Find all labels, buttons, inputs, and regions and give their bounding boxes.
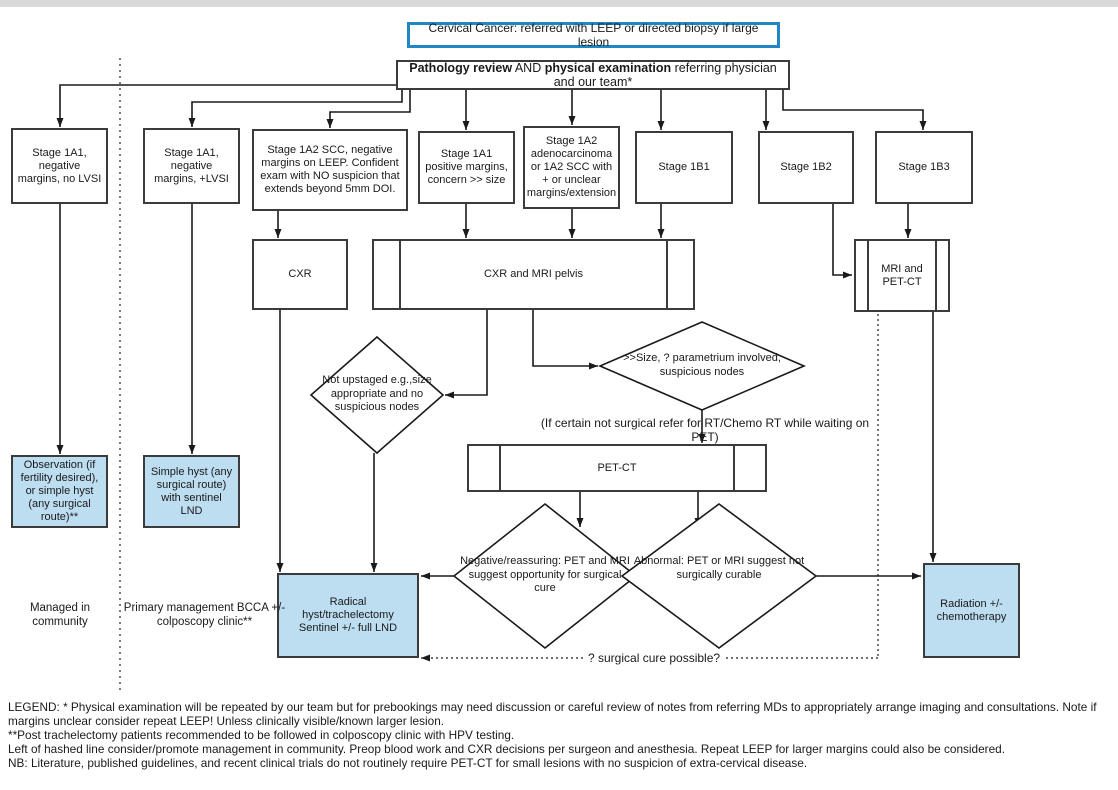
node-stage-1b3: Stage 1B3: [875, 131, 973, 204]
legend-line-4: NB: Literature, published guidelines, and recent clinical trials do not routinely require PET-CT for small lesions with no suspicion of extra-cervical disease.: [8, 756, 808, 770]
node-radiation-chemo: Radiation +/- chemotherapy: [923, 563, 1020, 658]
node-stage-1a2-scc-negative: Stage 1A2 SCC, negative margins on LEEP. Confident exam with NO suspicion that extends beyond 5mm DOI.: [252, 129, 408, 211]
node-cxr-mri-pelvis: CXR and MRI pelvis: [372, 239, 695, 310]
title-text: Cervical Cancer: referred with LEEP or directed biopsy if large lesion: [428, 21, 759, 49]
note-if-certain: (If certain not surgical refer for RT/Chemo RT while waiting on PET): [540, 416, 870, 444]
decision-negative-reassuring-label: Negative/reassuring: PET and MRI suggest opportunity for surgical cure: [460, 555, 630, 594]
pathology-text: Pathology review AND physical examination referring physician and our team*: [409, 61, 777, 89]
decision-size-parametrium-label: >>Size, ? parametrium involved, suspicious nodes: [623, 352, 781, 378]
node-cervical-cancer-title: [407, 22, 780, 48]
note-surgical-cure: ? surgical cure possible?: [585, 651, 723, 665]
legend-block: [8, 700, 1114, 770]
legend-line-2: **Post trachelectomy patients recommended to be followed in colposcopy clinic with HPV testing.: [8, 728, 515, 742]
node-stage-1a2-adenocarcinoma: Stage 1A2 adenocarcinoma or 1A2 SCC with + or unclear margins/extension: [523, 126, 620, 209]
legend-line-1: LEGEND: * Physical examination will be repeated by our team but for prebookings may need discussion or careful review of notes from referring MDs to appropriately arrange imaging and consultations. Note if margins unclear consider repeat LEEP! Unless clinically visible/known larger lesion.: [8, 700, 1097, 728]
node-petct: PET-CT: [467, 444, 767, 492]
node-observation: Observation (if fertility desired), or simple hyst (any surgical route)**: [11, 455, 108, 528]
node-stage-1a1-positive-margins: Stage 1A1 positive margins, concern >> size: [418, 131, 515, 204]
node-cxr: CXR: [252, 239, 348, 310]
legend-line-3: Left of hashed line consider/promote management in community. Preop blood work and CXR decisions per surgeon and anesthesia. Repeat LEEP for larger margins could also be considered.: [8, 742, 1005, 756]
label-managed-in-community: Managed in community: [29, 602, 91, 628]
label-primary-management: Primary management BCCA +/- colposcopy clinic**: [123, 602, 286, 628]
node-stage-1b1: Stage 1B1: [635, 131, 733, 204]
node-radical-hyst: Radical hyst/trachelectomy Sentinel +/- full LND: [277, 573, 419, 658]
node-stage-1a1-no-lvsi: Stage 1A1, negative margins, no LVSI: [11, 128, 108, 204]
node-simple-hyst: Simple hyst (any surgical route) with sentinel LND: [143, 455, 240, 528]
node-stage-1a1-plus-lvsi: Stage 1A1, negative margins, +LVSI: [143, 128, 240, 204]
decision-abnormal-label: Abnormal: PET or MRI suggest not surgically curable: [633, 555, 805, 581]
node-pathology-review: [396, 60, 790, 90]
node-mri-petct: MRI and PET-CT: [854, 239, 950, 312]
node-stage-1b2: Stage 1B2: [758, 131, 854, 204]
decision-not-upstaged-label: Not upstaged e.g.,size appropriate and no suspicious nodes: [322, 374, 432, 413]
